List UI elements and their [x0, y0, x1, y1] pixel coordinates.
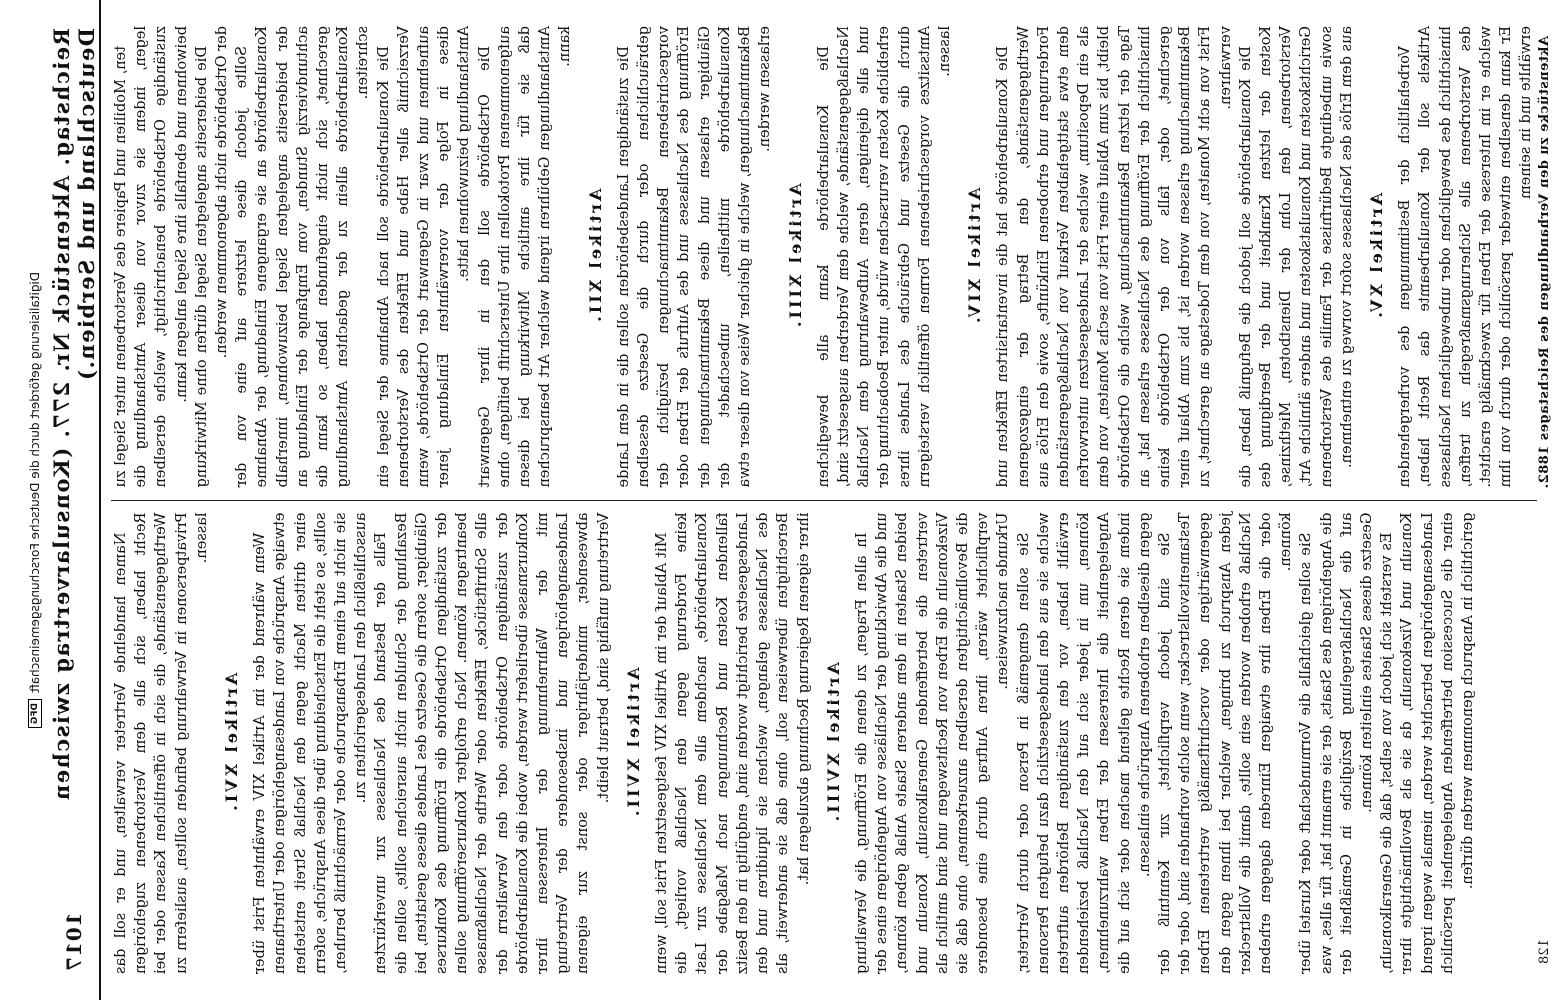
page-footer: [1537, 0, 1552, 1000]
article-heading-xiii: Artikel XIII.: [785, 183, 805, 331]
paragraph: Falls der Bestand des Nachlasses zur unverkürzten Bezahlung der Schulden nicht ausreichen sollte, sollen die Gläubiger, sofern die Gesetze des Landes dieses gestatten, bei der zuständigen Ortsbehörde die Eröffnung des Konkurses beantragen können. Nach erfolgter Konkurseröffnung sollen alle Schriftstücke, Effekten oder Werthe der Nachlaßmasse der zuständigen Ortsbehörde oder den Verwaltern der Konkursmasse überliefert werden, wobei die Konsularbehörde mit der Wahrnehmung der Interessen ihrer Landesangehörigen und insbesondere der Vertretung abwesender, minderjähriger oder sonst zur eigenen Vertretung unfähig sind, betraut bleibt.: [373, 512, 612, 974]
paragraph: Sie sollen demgemäß in Person oder durch Vertreter, welche sie aus den landesgesetzlich dazu befugten Personen erwählt haben, vor den zuständigen Behörden auftreten können, um in jeder sich auf den Nachlaß beziehenden Angelegenheit die Interessen der Erben wahrzunehmen, indem sie deren Rechte geltend machen oder sich auf die gegen dieselben erhobenen Ansprüche einlassen.: [1015, 512, 1153, 974]
page-inner: [21, 0, 1552, 1000]
digitization-credit: [21, 0, 49, 1000]
article-heading-xvi: Artikel XVI.: [222, 672, 242, 814]
header-title: Reichstag. Aktenstück Nr. 277. (Konsularvertrag zwischen Deutschland und Serbien.): [49, 28, 99, 802]
paragraph: Sie sollen gleichfalls die Vormundschaft oder Kuratel über die Angehörigen des Staats, der sie ernannt hat, für alles, was auf die Nachlaßregelung Bezügliche in Gemäßheit der Gesetze dieses Staates einleiten können.: [1298, 512, 1375, 974]
article-heading-xii: Artikel XII.: [585, 188, 605, 325]
right-column: [111, 500, 1537, 987]
page-header: [49, 0, 101, 1000]
rotated-page-content: [21, 0, 1552, 1000]
paragraph: Mit Ablauf der im Artikel XIV festgesetzten Frist soll, wenn keine Forderung gegen den Nachlaß vorliegt, die Konsularbehörde, nachdem alle dem Nachlasse zur Last fallenden Kosten und Rechnungen nach Maßgabe der Landesgesetze berichtigt worden sind, endgültig in den Besitz des Nachlasses gelangen, welchen sie liquidiren und den Berechtigten überweisen soll, ohne daß sie anderweit, als ihrer eigenen Regierung Rechnung abzulegen hat.: [654, 512, 812, 974]
left-column: [111, 14, 1537, 500]
paragraph: Die Konsularbehörde hat die inventarisirten Effekten und Werthgegenstände, den Betrag der eingezogenen Forderungen und erhobenen Einkünfte, sowie den Erlös aus dem etwa stattgehabten Verkauf von Nachlaßgegenständen als ein Depositum, welches der Landesgesetzen unterworfen bleibt, bis zum Ablauf einer Frist von sechs Monaten, von dem Tage der letzten Bekanntmachung, welche die Ortsbehörde hinsichtlich der Eröffnung des Nachlasses erlassen hat, an gerechnet, oder, falls von der Ortsbehörde keine Bekanntmachung erlassen worden ist, bis zum Ablauf einer Frist von acht Monaten, von dem Todestage an gerechnet, zu verwahren.: [995, 26, 1234, 488]
paragraph: Es versteht sich jedoch von selbst, daß die Generalkonsuln, Konsuln und Vizekonsuln, da sie als Bevollmächtigte ihrer Landesangehörigen betrachtet werden, niemals wegen irgend einer die Succession betreffenden Angelegenheit persönlich gerichtlich in Anspruch genommen werden dürfen.: [1379, 512, 1476, 974]
paragraph: Die zuständigen Landesbehörden sollen die in dem Lande gebräuchlichen oder durch die Gesetze desselben vorgeschriebenen Bekanntmachungen bezüglich der Eröffnung des Nachlasses und des Aufrufs der Erben oder Gläubiger erlassen und diese Bekanntmachungen der Konsularbehörde mittheilen, unbeschadet der Bekanntmachungen, welche in gleicher Weise von dieser etwa erlassen werden.: [615, 26, 774, 488]
dfg-logo-badge: DFG: [28, 699, 42, 728]
paragraph: Namen handelnde Vertreter verwalten, und er soll das Recht haben, sich alle dem Verstorbenen zugehörigen Werthgegenstände, die sich in öffentlichen Kassen oder bei Privatpersonen in Verwahrung befinden sollten, ausliefern zu lassen.: [113, 512, 210, 974]
page-number: 1017: [62, 912, 86, 972]
paragraph: ten, Mobilien und Papiere des Verstorbenen unter Siegel zu legen, indem sie zuvor von dieser Amtshandlung die zuständige Ortsbehörde benachrichtigt, welche derselben beiwohnen und ebenfalls ihre Siegel anlegen kann.: [113, 26, 190, 488]
paragraph: In allen Fragen, zu denen die Eröffnung, die Verwaltung und die Abwicklung der Nachlässe von Angehörigen eines der beiden Staaten in dem anderen Staate Anlaß geben können, vertreten die betreffenden Generalkonsuln, Konsuln und Vizekonsuln die Erben von Rechtswegen und sind amtlich als die Bevollmächtigten derselben anzuerkennen, ohne daß sie verpflichtet wären, ihren Auftrag durch eine besondere Urkunde nachzuweisen.: [853, 512, 1012, 974]
article-heading-xvii: Artikel XVII.: [623, 667, 643, 820]
article-heading-xiv: Artikel XIV.: [965, 187, 985, 326]
digitization-text: Digitalisierung gefördert durch die Deutsche Forschungsgemeinschaft: [28, 271, 42, 693]
footnote: Aktenstücke zu den Verhandlungen des Reichstages 1882.: [1536, 36, 1552, 489]
text-columns: [101, 0, 1537, 1000]
article-heading-xviii: Artikel XVIII.: [823, 662, 843, 825]
paragraph: Sie sind jedoch verpflichtet, zur Kenntniß der Testamentsvollstrecker, wenn solche vorhanden sind, oder der gegenwärtigen oder vorschriftsmäßig vertretenen Erben jeden Anspruch zu bringen, welcher bei ihnen gegen den Nachlaß erhoben worden sein sollte, damit die Vollstrecker oder die Erben ihre etwaigen Einreden dagegen erheben können.: [1156, 512, 1295, 974]
paragraph: Die Konsularbehörde soll jedoch die Befugniß haben, die Kosten der letzten Krankheit und der Beerdigung des Verstorbenen, den Lohn der Dienstboten, Miethzinse, Gerichtskosten und Konsulatskosten und andere ähnliche Art, sowie unbedingte Bedürfnisse der Familie des Verstorbenen aus dem Erlös des Nachlasses sofort vorweg zu entnehmen.: [1237, 26, 1355, 488]
paragraph: Die Ortsbehörde soll den in ihrer Gegenwart aufgenommenen Protokollen ihre Unterschrift beifügen, ohne daß sie für ihre amtliche Mitwirkung bei diesen Amtshandlungen Gebühren irgend welcher Art beanspruchen kann.: [476, 26, 574, 488]
paragraph: Die Konsularbehörde soll nach Abnahme der Siegel ein Verzeichniß aller Habe und Effekten des Verstorbenen aufnehmen und zwar in Gegenwart der Ortsbehörde, wenn diese in Folge der vorerwähnten Einladung jener Amtshandlung beizuwohnen hatte.: [375, 26, 473, 488]
sheet-signature: 128: [1536, 939, 1552, 964]
paragraph: Die Konsularbehörde kann alle beweglichen Nachlaßgegenstände, welche dem Verderben ausgesetzt sind, und alle diejenigen, deren Aufbewahrung dem Nachlaß erhebliche Kosten verursachen würde, unter Beobachtung der durch die Gesetze und Gebräuche des Landes ihres Amtssitzes vorgeschriebenen Formen öffentlich versteigern lassen.: [815, 26, 953, 488]
article-heading-xv: Artikel XV.: [1366, 192, 1386, 321]
paragraph: Sollte jedoch diese letztere auf eine von der Konsularbehörde an sie ergangene Einladung, der Abnahme der beiderseits angelegten Siegel beizuwohnen, innerhalb achtundvierzig Stunden, vom Empfange der Einladung an gerechnet, sich nicht eingefunden haben, so kann die Konsularbehörde allein zu der gedachten Amtshandlung schreiten.: [234, 26, 372, 488]
paragraph: Die beiderseits angelegten Siegel dürfen ohne Mitwirkung der Ortsbehörde nicht abgenommen werden.: [193, 26, 231, 488]
document-sheet: [49, 0, 1552, 1000]
paragraph: Vorbehaltlich der Bestimmungen des vorhergehenden Artikels soll der Konsularbeamte das Recht haben, hinsichtlich des beweglichen oder unbeweglichen Nachlasses des Verstorbenen alle Sicherungsmaßregeln zu treffen, welche er im Interesse der Erben für zweckmäßig erachtet. Er kann denselben entweder persönlich oder durch von ihm erwählte und in seinem: [1397, 26, 1535, 488]
paragraph: Wenn während der im Artikel XIV erwähnten Frist über etwaige Ansprüche von Landesangehörigen oder Unterthanen einer dritten Macht gegen den Nachlaß Streit entstehen sollte, so steht die Entscheidung über diese Ansprüche, sofern sie nicht auf einem Erbanspruche oder Vermächtniß beruhen, ausschließlich den Landesgerichten zu.: [252, 512, 370, 974]
